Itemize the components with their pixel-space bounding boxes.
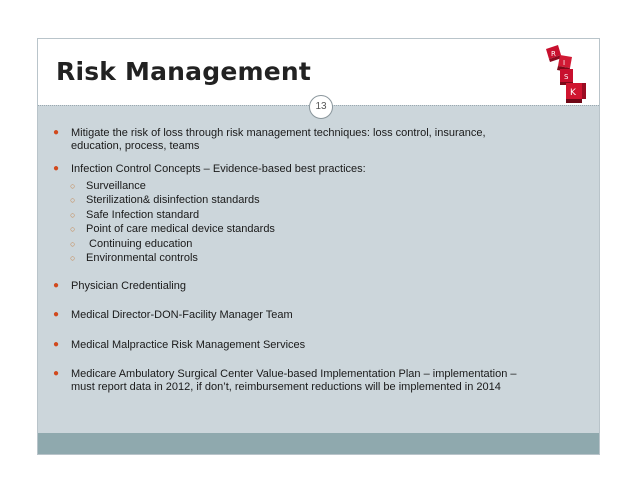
bullet-dot-icon: ● xyxy=(53,127,60,138)
sub-bullet-item xyxy=(52,222,582,237)
bullet-item xyxy=(52,163,582,176)
sub-bullet-item xyxy=(52,179,582,194)
sub-bullet-text: Environmental controls xyxy=(86,252,198,264)
bullet-item xyxy=(52,127,582,152)
sub-bullet-text: Point of care medical device standards xyxy=(86,223,275,235)
slide-title: Risk Management xyxy=(56,57,312,86)
sub-bullet-item xyxy=(52,251,582,266)
hollow-circle-icon: ○ xyxy=(70,238,76,249)
logo-letter-k: K xyxy=(570,88,576,98)
page-number: 13 xyxy=(309,95,333,119)
sub-bullet-item xyxy=(52,208,582,223)
bullet-dot-icon: ● xyxy=(53,279,60,291)
bullet-text: Medicare Ambulatory Surgical Center Value-based Implementation Plan – implementation – xyxy=(71,368,517,380)
bullet-text: Medical Malpractice Risk Management Services xyxy=(71,338,306,351)
hollow-circle-icon: ○ xyxy=(70,180,76,191)
bullet-item xyxy=(52,368,582,393)
logo-letter-r: R xyxy=(551,50,556,58)
slide xyxy=(38,39,599,454)
footer-band xyxy=(38,433,599,454)
hollow-circle-icon: ○ xyxy=(70,209,76,220)
sub-bullet-text: Continuing education xyxy=(86,237,193,250)
sub-bullet-text: Sterilization& disinfection standards xyxy=(86,194,260,206)
block-s xyxy=(560,69,573,85)
logo-letter-i: I xyxy=(563,59,566,67)
sub-bullet-item xyxy=(52,193,582,208)
logo-letter-s: S xyxy=(564,73,569,81)
bullet-text: Mitigate the risk of loss through risk management techniques: loss control, insurance, xyxy=(71,127,486,139)
bullet-item xyxy=(52,309,582,322)
bullet-dot-icon: ● xyxy=(53,338,60,350)
bullet-item xyxy=(52,339,582,352)
bullet-text-continued: must report data in 2012, if don’t, reimbursement reductions will be implemented in 2014 xyxy=(71,380,501,393)
sub-bullet-text: Surveillance xyxy=(86,179,146,192)
content xyxy=(52,127,582,393)
hollow-circle-icon: ○ xyxy=(70,253,76,263)
bullet-dot-icon: ● xyxy=(53,309,60,320)
block-k xyxy=(566,83,586,103)
bullet-text: Physician Credentialing xyxy=(71,279,186,292)
sub-bullet-text: Safe Infection standard xyxy=(86,208,200,221)
bullet-dot-icon: ● xyxy=(53,163,60,174)
risk-letter-blocks-icon xyxy=(542,43,590,105)
bullet-item xyxy=(52,280,582,293)
hollow-circle-icon: ○ xyxy=(70,195,76,205)
bullet-text: Medical Director-DON-Facility Manager Team xyxy=(71,309,293,321)
hollow-circle-icon: ○ xyxy=(70,224,76,234)
bullet-dot-icon: ● xyxy=(53,368,60,379)
sub-bullet-item xyxy=(52,237,582,252)
bullet-text-continued: education, process, teams xyxy=(71,139,200,152)
bullet-text: Infection Control Concepts – Evidence-based best practices: xyxy=(71,163,366,175)
